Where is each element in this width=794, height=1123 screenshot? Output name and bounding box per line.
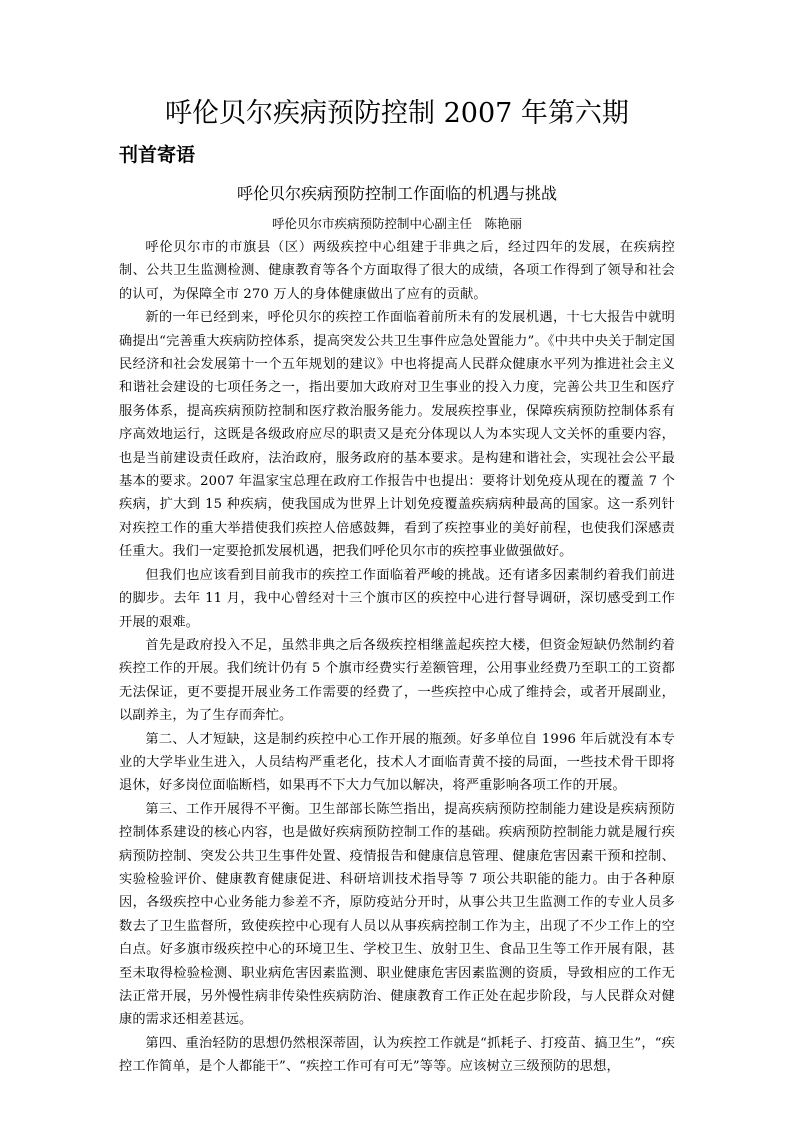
section-heading: 刊首寄语 <box>119 144 196 166</box>
document-title: 呼伦贝尔疾病预防控制 2007 年第六期 <box>165 98 629 129</box>
paragraph: 新的一年已经到来，呼伦贝尔的疾控工作面临着前所未有的发展机遇，十七大报告中就明确提出“完善重大疾病防控体系，提高突发公共卫生事件应急处置能力”。《中共中央关于制定国民经济和社会发展第十一个五年规划的建议》中也将提高人民群众健康水平列为推进社会主义和谐社会建设的七项任务之一，指出要加大政府对卫生事业的投入力度，完善公共卫生和医疗服务体系，提高疾病预防控制和医疗救治服务能力。发展疾控事业，保障疾病预防控制体系有序高效地运行，这既是各级政府应尽的职责又是充分体现以人为本实现人文关怀的重要内容，也是当前建设责任政府，法治政府，服务政府的基本要求。是构建和谐社会，实现社会公平最基本的要求。2007 年温家宝总理在政府工作报告中也提出：要将计划免疫从现在的覆盖 7 个疾病，扩大到 15 种疾病，使我国成为世界上计划免疫覆盖疾病病种最高的国家。这一系列针对疾控工作的重大举措使我们疾控人倍感鼓舞，看到了疾控事业的美好前程，也使我们深感责任重大。我们一定要抢抓发展机遇，把我们呼伦贝尔市的疾控事业做强做好。 <box>119 310 675 560</box>
article-body <box>119 236 675 1079</box>
paragraph: 呼伦贝尔市的市旗县（区）两级疾控中心组建于非典之后，经过四年的发展，在疾病控制、公共卫生监测检测、健康教育等各个方面取得了很大的成绩，各项工作得到了领导和社会的认可，为保障全市 270 万人的身体健康做出了应有的贡献。 <box>119 240 675 302</box>
document-page <box>119 96 675 1079</box>
article-title: 呼伦贝尔疾病预防控制工作面临的机遇与挑战 <box>236 184 557 203</box>
author-byline: 呼伦贝尔市疾病预防控制中心副主任 陈艳丽 <box>271 216 522 231</box>
paragraph: 第二、人才短缺，这是制约疾控中心工作开展的瓶颈。好多单位自 1996 年后就没有本专业的大学毕业生进入，人员结构严重老化，技术人才面临青黄不接的局面，一些技术骨干即将退休，好多岗位面临断档，如果再不下大力气加以解决，将严重影响各项工作的开展。 <box>119 731 675 794</box>
paragraph: 第四、重治轻防的思想仍然根深蒂固，认为疾控工作就是“抓耗子、打疫苗、搞卫生”，“疾控工作简单，是个人都能干”、“疾控工作可有可无”等等。应该树立三级预防的思想， <box>119 1035 675 1075</box>
paragraph: 但我们也应该看到目前我市的疾控工作面临着严峻的挑战。还有诸多因素制约着我们前进的脚步。去年 11 月，我中心曾经对十三个旗市区的疾控中心进行督导调研，深切感受到工作开展的艰难。 <box>119 567 675 630</box>
paragraph: 首先是政府投入不足，虽然非典之后各级疾控相继盖起疾控大楼，但资金短缺仍然制约着疾控工作的开展。我们统计仍有 5 个旗市经费实行差额管理，公用事业经费乃至职工的工资都无法保证，更不要提开展业务工作需要的经费了，一些疾控中心成了维持会，或者开展副业，以副养主，为了生存而奔忙。 <box>119 637 675 724</box>
paragraph: 第三、工作开展得不平衡。卫生部部长陈竺指出，提高疾病预防控制能力建设是疾病预防控制体系建设的核心内容，也是做好疾病预防控制工作的基础。疾病预防控制能力就是履行疾病预防控制、突发公共卫生事件处置、疫情报告和健康信息管理、健康危害因素干预和控制、实验检验评价、健康教育健康促进、科研培训技术指导等 7 项公共职能的能力。由于各种原因，各级疾控中心业务能力参差不齐，原防疫站分开时，从事公共卫生监测工作的专业人员多数去了卫生监督所，致使疾控中心现有人员以从事疾病控制工作为主，出现了不少工作上的空白点。好多旗市级疾控中心的环境卫生、学校卫生、放射卫生、食品卫生等工作开展有限，甚至未取得检验检测、职业病危害因素监测、职业健康危害因素监测的资质，导致相应的工作无法正常开展，另外慢性病非传染性疾病防治、健康教育工作正处在起步阶段，与人民群众对健康的需求还相差甚远。 <box>119 801 675 1028</box>
